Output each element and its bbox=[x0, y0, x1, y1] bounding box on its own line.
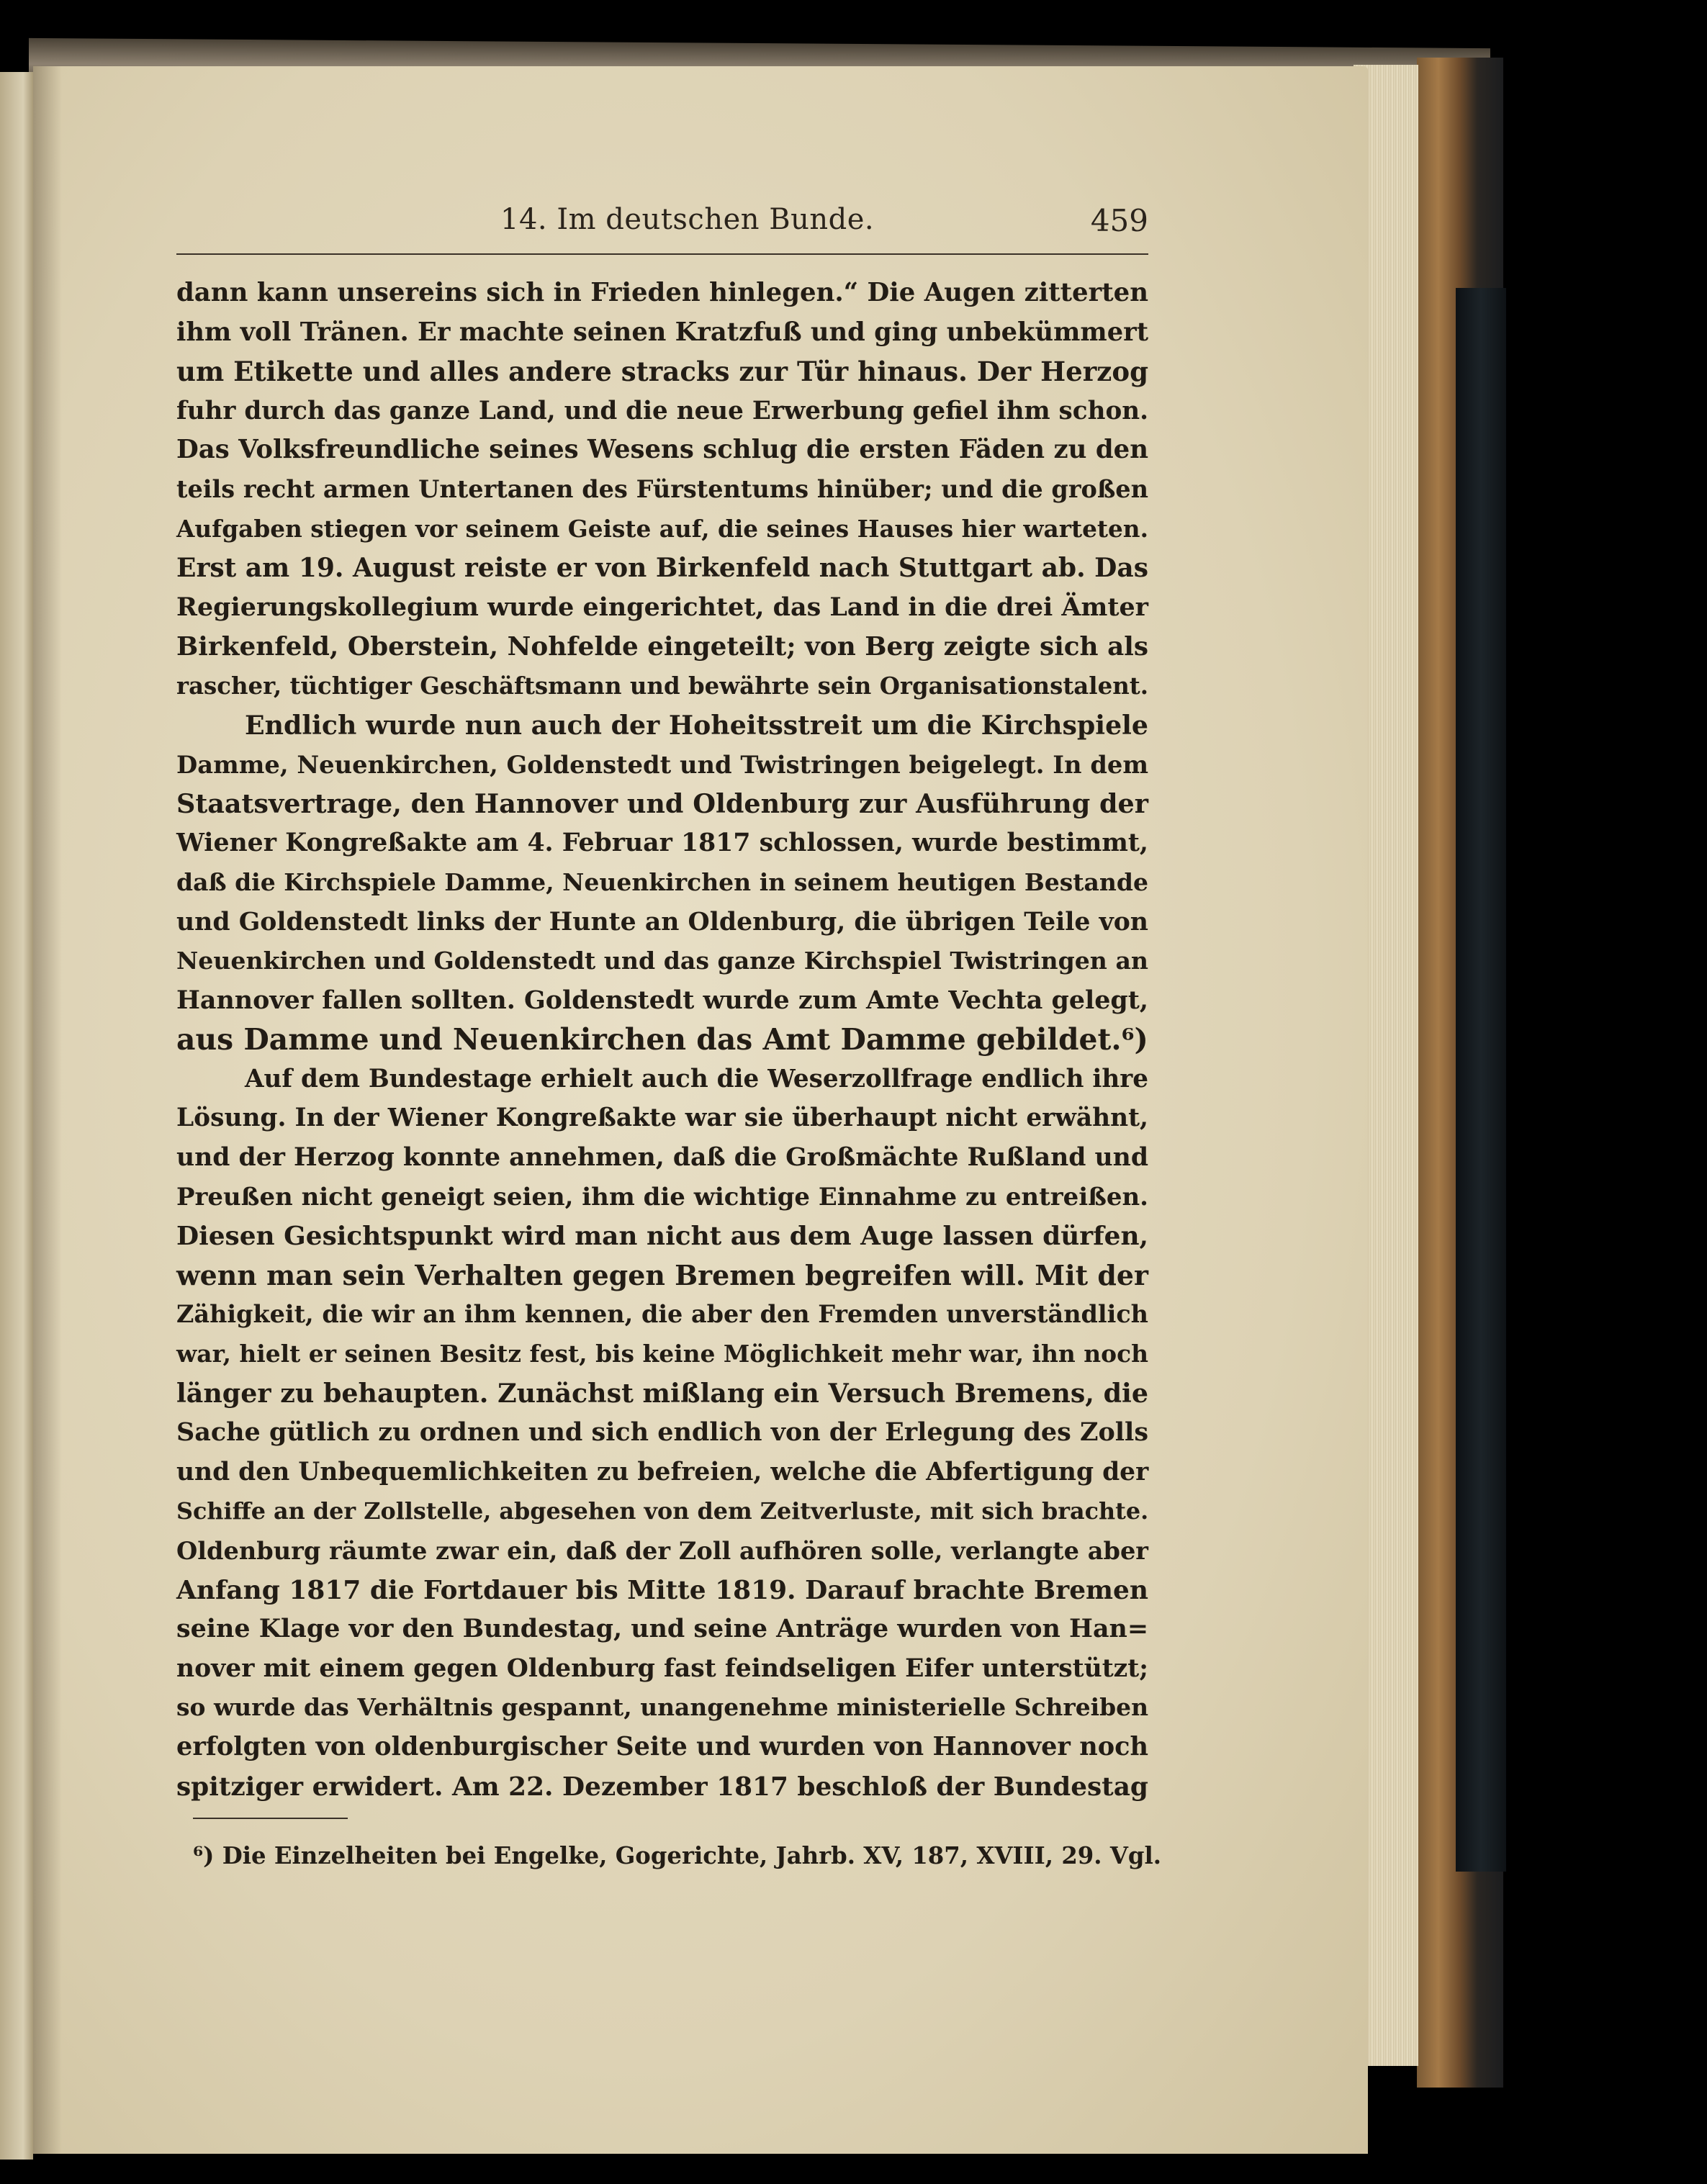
text-line: Anfang 1817 die Fortdauer bis Mitte 1819. Darauf brachte Bremen bbox=[176, 1574, 1148, 1605]
body-text bbox=[176, 274, 1148, 1806]
text-line: Erst am 19. August reiste er von Birkenfeld nach Stuttgart ab. Das bbox=[176, 553, 1148, 584]
text-line: um Etikette und alles andere stracks zur Tür hinaus. Der Herzog bbox=[176, 356, 1148, 388]
text-line: und Goldenstedt links der Hunte an Oldenburg, die übrigen Teile von bbox=[176, 906, 1148, 937]
text-line: Oldenburg räumte zwar ein, daß der Zoll aufhören solle, verlangte aber bbox=[176, 1536, 1148, 1565]
text-line: Auf dem Bundestage erhielt auch die Weserzollfrage endlich ihre bbox=[245, 1064, 1148, 1093]
text-line: Neuenkirchen und Goldenstedt und das ganze Kirchspiel Twistringen an bbox=[176, 947, 1148, 975]
text-line: Sache gütlich zu ordnen und sich endlich von der Erlegung des Zolls bbox=[176, 1417, 1148, 1448]
text-line: erfolgten von oldenburgischer Seite und wurden von Hannover noch bbox=[176, 1731, 1148, 1761]
text-line: fuhr durch das ganze Land, und die neue Erwerbung gefiel ihm schon. bbox=[176, 396, 1148, 425]
text-line: war, hielt er seinen Besitz fest, bis keine Möglichkeit mehr war, ihn noch bbox=[176, 1340, 1148, 1368]
text-line: wenn man sein Verhalten gegen Bremen begreifen will. Mit der bbox=[176, 1258, 1148, 1291]
text-line: so wurde das Verhältnis gespannt, unangenehme ministerielle Schreiben bbox=[176, 1693, 1148, 1722]
gutter-shadow bbox=[33, 66, 62, 2154]
left-page-edge bbox=[0, 72, 33, 2160]
text-line: Hannover fallen sollten. Goldenstedt wurde zum Amte Vechta gelegt, bbox=[176, 985, 1148, 1015]
page-number: 459 bbox=[1090, 203, 1148, 238]
text-line: Endlich wurde nun auch der Hoheitsstreit um die Kirchspiele bbox=[245, 709, 1148, 741]
text-line: teils recht armen Untertanen des Fürstentums hinüber; und die großen bbox=[176, 474, 1148, 503]
text-line: Aufgaben stiegen vor seinem Geiste auf, die seines Hauses hier warteten. bbox=[176, 514, 1148, 543]
text-line: nover mit einem gegen Oldenburg fast feindseligen Eifer unterstützt; bbox=[176, 1653, 1148, 1683]
text-line: Damme, Neuenkirchen, Goldenstedt und Twistringen beigelegt. In dem bbox=[176, 750, 1148, 780]
text-line: länger zu behaupten. Zunächst mißlang ein Versuch Bremens, die bbox=[176, 1377, 1148, 1409]
text-line: und der Herzog konnte annehmen, daß die Großmächte Rußland und bbox=[176, 1143, 1148, 1173]
text-line: Diesen Gesichtspunkt wird man nicht aus dem Auge lassen dürfen, bbox=[176, 1221, 1148, 1252]
text-line: Zähigkeit, die wir an ihm kennen, die aber den Fremden unverständlich bbox=[176, 1300, 1148, 1329]
text-line: Lösung. In der Wiener Kongreßakte war sie überhaupt nicht erwähnt, bbox=[176, 1104, 1148, 1133]
running-title: 14. Im deutschen Bunde. bbox=[500, 203, 875, 236]
text-line: Wiener Kongreßakte am 4. Februar 1817 schlossen, wurde bestimmt, bbox=[176, 828, 1148, 858]
footnote-rule bbox=[193, 1818, 348, 1819]
text-line: Preußen nicht geneigt seien, ihm die wichtige Einnahme zu entreißen. bbox=[176, 1182, 1148, 1211]
text-line: und den Unbequemlichkeiten zu befreien, welche die Abfertigung der bbox=[176, 1457, 1149, 1486]
text-line: Das Volksfreundliche seines Wesens schlug die ersten Fäden zu den bbox=[176, 435, 1148, 465]
page-header bbox=[176, 203, 1148, 255]
book-spine-cloth bbox=[1456, 288, 1506, 1872]
text-line: aus Damme und Neuenkirchen das Amt Damme gebildet.⁶) bbox=[176, 1022, 1148, 1057]
text-line: daß die Kirchspiele Damme, Neuenkirchen in seinem heutigen Bestande bbox=[176, 867, 1148, 896]
text-line: Birkenfeld, Oberstein, Nohfelde eingeteilt; von Berg zeigte sich als bbox=[176, 631, 1148, 662]
footnote: ⁶) Die Einzelheiten bei Engelke, Gogerichte, Jahrb. XV, 187, XVIII, 29. Vgl. bbox=[193, 1842, 1161, 1869]
text-line: Regierungskollegium wurde eingerichtet, das Land in die drei Ämter bbox=[176, 592, 1148, 622]
text-line: Staatsvertrage, den Hannover und Oldenburg zur Ausführung der bbox=[176, 788, 1148, 819]
text-line: seine Klage vor den Bundestag, und seine Anträge wurden von Han= bbox=[176, 1614, 1149, 1644]
text-line: spitziger erwidert. Am 22. Dezember 1817 beschloß der Bundestag bbox=[176, 1771, 1148, 1802]
text-line: dann kann unsereins sich in Frieden hinlegen.“ Die Augen zitterten bbox=[176, 278, 1148, 307]
text-line: ihm voll Tränen. Er machte seinen Kratzfuß und ging unbekümmert bbox=[176, 317, 1148, 347]
text-line: Schiffe an der Zollstelle, abgesehen von dem Zeitverluste, mit sich brachte. bbox=[176, 1497, 1149, 1525]
text-line: rascher, tüchtiger Geschäftsmann und bewährte sein Organisationstalent. bbox=[176, 672, 1148, 700]
